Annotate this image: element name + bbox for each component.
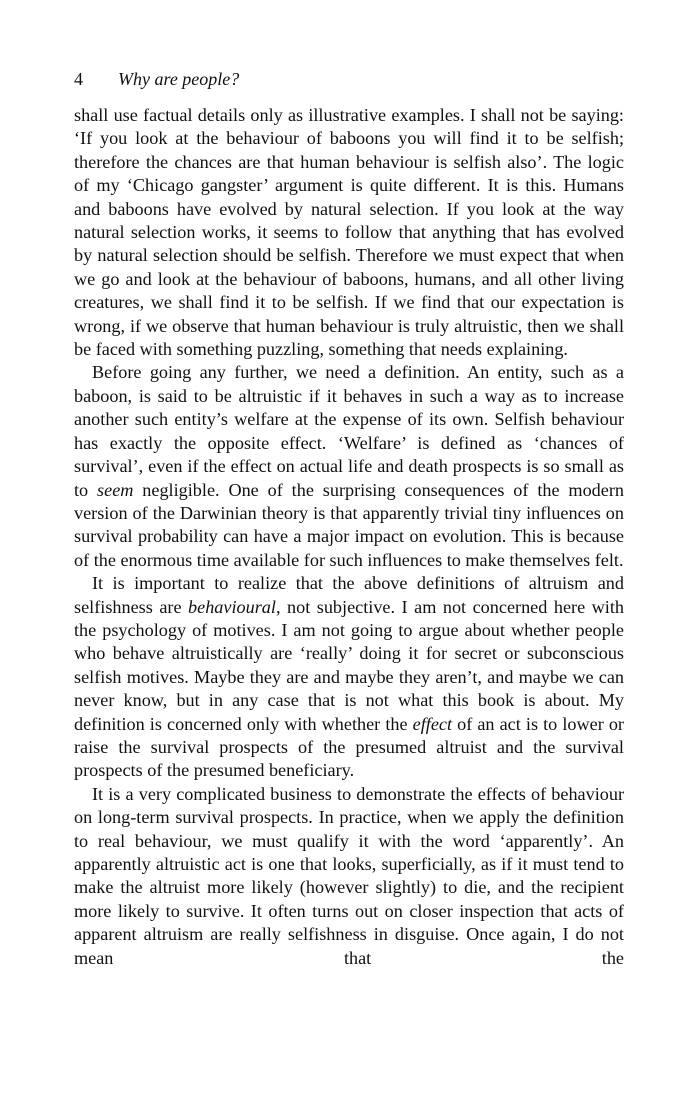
paragraph-3 bbox=[74, 572, 624, 783]
running-title: Why are people? bbox=[118, 69, 240, 89]
paragraph-text: , not subjective. I am not concerned here with the psychology of motives. I am not going to argue about whether people who behave altruistically are ‘really’ doing it for secret or subconscious selfish motives. Maybe they are and maybe they aren’t, and maybe we can never know, but in any case that is not what this book is about. My definition is concerned only with whether the bbox=[74, 596, 624, 734]
paragraph-text: It is important to realize that the above definitions of altruism and selfishness are bbox=[74, 573, 624, 617]
italic-word: behavioural bbox=[188, 596, 276, 617]
paragraph-text: negligible. One of the surprising consequences of the modern version of the Darwinian theory is that apparently trivial tiny influences on survival probability can have a major impact on evolution. This is because of the enormous time available for such influences to make themselves felt. bbox=[74, 479, 624, 570]
paragraph-text: It is a very complicated business to demonstrate the effects of behaviour on long-term survival prospects. In practice, when we apply the definition to real behaviour, we must qualify it with the word ‘apparently’. An apparently altruistic act is one that looks, superficially, as if it must tend to make the altruist more likely (however slightly) to die, and the recipient more likely to survive. It often turns out on closer inspection that acts of apparent altruism are really selfishness in disguise. Once again, I do not mean that the bbox=[74, 783, 624, 968]
paragraph-1 bbox=[74, 104, 624, 361]
book-page bbox=[74, 66, 624, 970]
page-number: 4 bbox=[74, 69, 83, 89]
running-head bbox=[74, 66, 624, 104]
body-text bbox=[74, 104, 624, 970]
italic-word: seem bbox=[97, 479, 134, 500]
paragraph-text: shall use factual details only as illustrative examples. I shall not be saying: ‘If you look at the behaviour of baboons you will find it to be selfish; therefore the chances are that human behaviour is selfish also’. The logic of my ‘Chicago gangster’ argument is quite different. It is this. Humans and baboons have evolved by natural selection. If you look at the way natural selection works, it seems to follow that anything that has evolved by natural selection should be selfish. Therefore we must expect that when we go and look at the behaviour of baboons, humans, and all other living creatures, we shall find it to be selfish. If we find that our expectation is wrong, if we observe that human behaviour is truly altruistic, then we shall be faced with something puzzling, something that needs explaining. bbox=[74, 105, 624, 360]
paragraph-text: Before going any further, we need a definition. An entity, such as a baboon, is said to be altruistic if it behaves in such a way as to increase another such entity’s welfare at the expense of its own. Selfish behaviour has exactly the opposite effect. ‘Welfare’ is defined as ‘chances of survival’, even if the effect on actual life and death prospects is so small as to bbox=[74, 362, 624, 500]
italic-word: effect bbox=[412, 713, 453, 734]
paragraph-2 bbox=[74, 361, 624, 572]
paragraph-4 bbox=[74, 783, 624, 970]
paragraph-text: of an act is to lower or raise the survival prospects of the presumed altruist and the survival prospects of the presumed beneficiary. bbox=[74, 713, 624, 781]
